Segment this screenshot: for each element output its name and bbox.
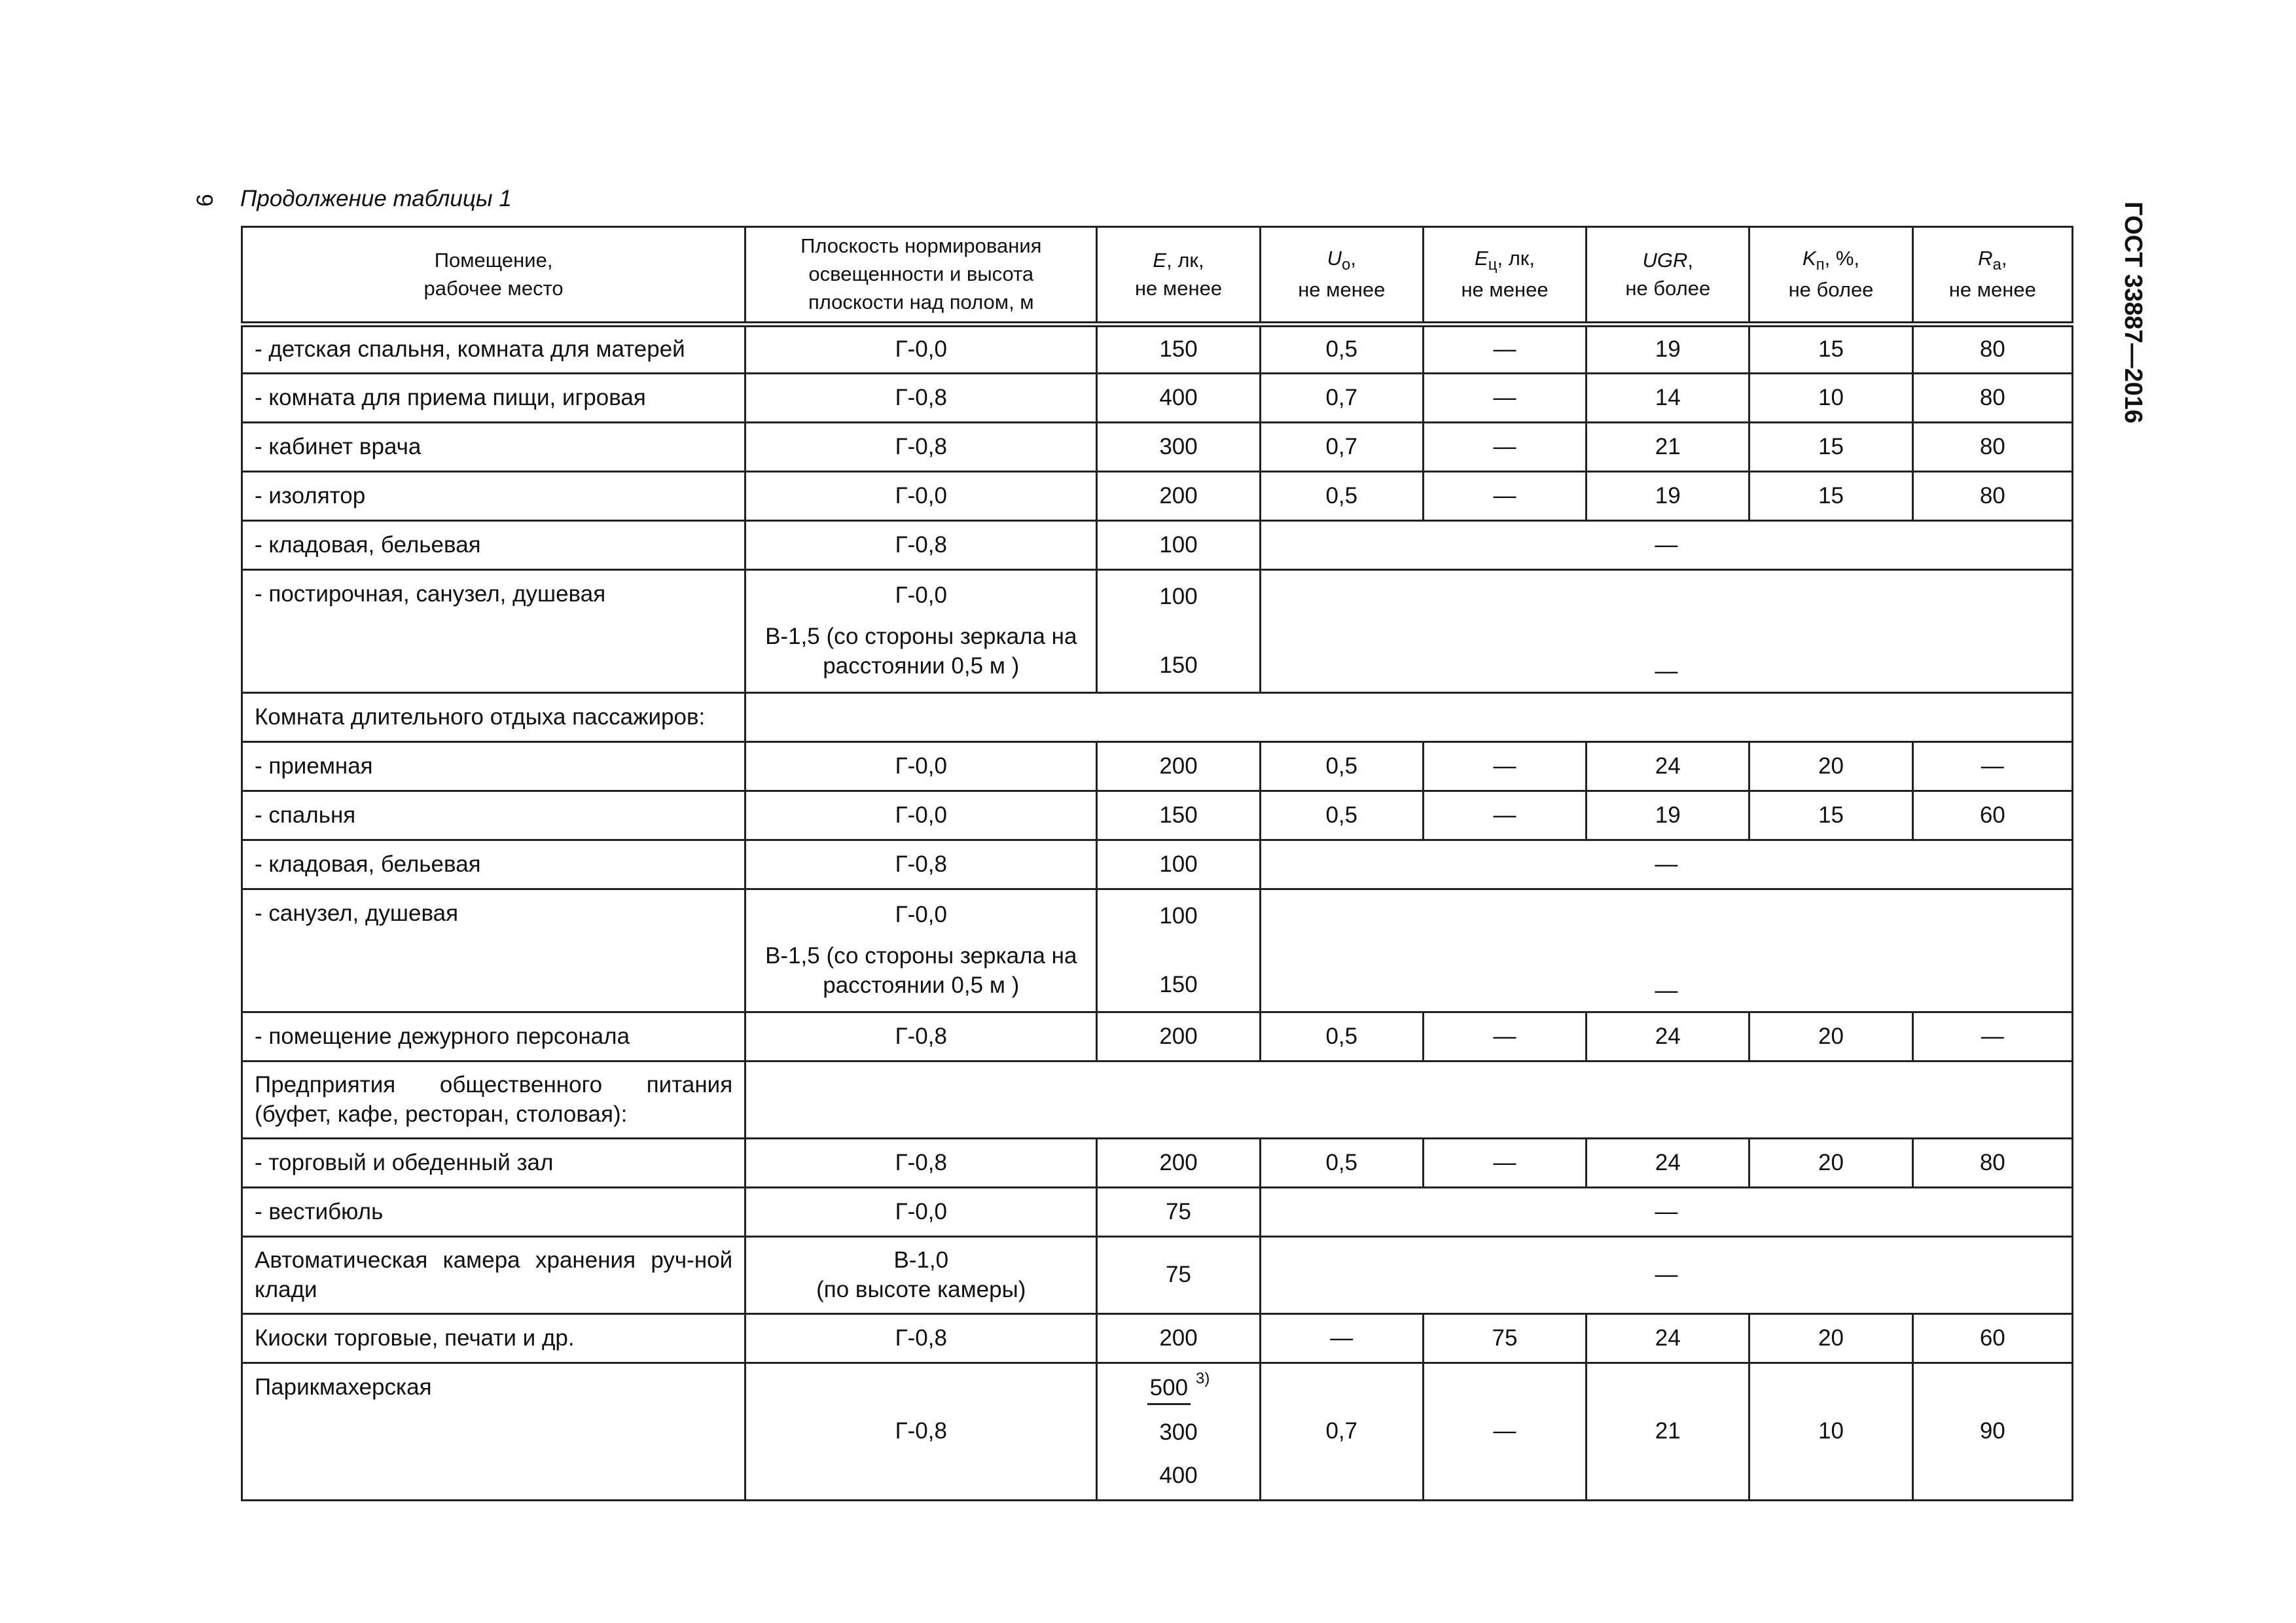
table-caption: Продолжение таблицы 1	[240, 186, 512, 211]
ripple-value: 10	[1749, 374, 1912, 423]
cyl-illuminance-value: —	[1423, 1363, 1586, 1501]
ripple-value: 20	[1749, 1314, 1912, 1363]
room-name: Автоматическая камера хранения руч-ной клади	[242, 1237, 745, 1314]
uniformity-value: 0,5	[1260, 472, 1423, 521]
table-row	[242, 1314, 2073, 1363]
plane-value: Г-0,8	[745, 521, 1097, 570]
room-name: - кладовая, бельевая	[242, 840, 745, 889]
header-room: Помещение, рабочее место	[242, 227, 745, 325]
cyl-illuminance-value: —	[1423, 1012, 1586, 1061]
header-ripple: $K_п$, %, не более	[1749, 227, 1912, 325]
cyl-illuminance-value: —	[1423, 423, 1586, 472]
plane-horizontal: Г-0,0	[895, 902, 947, 928]
illuminance-horizontal: 100	[1159, 902, 1198, 929]
uniformity-value: 0,5	[1260, 791, 1423, 840]
ugr-value: 24	[1587, 742, 1749, 791]
illuminance-value: 200	[1097, 1139, 1260, 1188]
merged-dash: —	[1260, 840, 2072, 889]
plane-note: (по высоте камеры)	[816, 1276, 1026, 1302]
ugr-value: 24	[1587, 1139, 1749, 1188]
table-row	[242, 374, 2073, 423]
ugr-value: 19	[1587, 791, 1749, 840]
footnote-ref: 3)	[1196, 1369, 1210, 1387]
room-name: - кладовая, бельевая	[242, 521, 745, 570]
header-ugr: UGR, не более	[1587, 227, 1749, 325]
plane-value: Г-0,8	[745, 1363, 1097, 1501]
ugr-value: 19	[1587, 325, 1749, 374]
table-row	[242, 1139, 2073, 1188]
room-name: - комната для приема пищи, игровая	[242, 374, 745, 423]
illuminance-value: 300	[1097, 423, 1260, 472]
plane-value: Г-0,8	[745, 423, 1097, 472]
illuminance-value: 150	[1097, 791, 1260, 840]
color-rendering-value: 80	[1912, 472, 2072, 521]
illuminance-value	[1097, 570, 1260, 693]
color-rendering-value: 80	[1912, 325, 2072, 374]
plane-value: Г-0,8	[745, 1314, 1097, 1363]
uniformity-value: 0,7	[1260, 1363, 1423, 1501]
illuminance-value: 75	[1097, 1237, 1260, 1314]
merged-dash: —	[1260, 1237, 2072, 1314]
table-row	[242, 325, 2073, 374]
color-rendering-value: 60	[1912, 1314, 2072, 1363]
illuminance-value: 200	[1097, 1314, 1260, 1363]
ripple-value: 15	[1749, 472, 1912, 521]
ugr-value: 19	[1587, 472, 1749, 521]
plane-value: Г-0,0	[745, 1188, 1097, 1237]
room-name: - помещение дежурного персонала	[242, 1012, 745, 1061]
plane-value	[745, 889, 1097, 1012]
ripple-value: 20	[1749, 1012, 1912, 1061]
merged-dash: —	[1260, 1188, 2072, 1237]
uniformity-value: 0,7	[1260, 374, 1423, 423]
empty-cell	[745, 1061, 2073, 1139]
plane-value	[745, 570, 1097, 693]
illuminance-top: 500	[1147, 1374, 1191, 1405]
plane-value	[745, 1237, 1097, 1314]
uniformity-value: —	[1260, 1314, 1423, 1363]
page-number: 9	[191, 194, 217, 207]
cyl-illuminance-value: 75	[1423, 1314, 1586, 1363]
table-row	[242, 1012, 2073, 1061]
ripple-value: 15	[1749, 791, 1912, 840]
ripple-value: 15	[1749, 325, 1912, 374]
illuminance-value	[1097, 1363, 1260, 1501]
color-rendering-value: 60	[1912, 791, 2072, 840]
ugr-value: 21	[1587, 423, 1749, 472]
color-rendering-value: 90	[1912, 1363, 2072, 1501]
plane-vertical: В-1,5 (со стороны зеркала на расстоянии 0,5 м )	[765, 943, 1077, 998]
plane-vertical: В-1,5 (со стороны зеркала на расстоянии 0,5 м )	[765, 624, 1077, 679]
illuminance-value: 100	[1097, 840, 1260, 889]
cyl-illuminance-value: —	[1423, 742, 1586, 791]
room-name: Парикмахерская	[242, 1363, 745, 1501]
illuminance-horizontal: 100	[1159, 583, 1198, 609]
cyl-illuminance-value: —	[1423, 472, 1586, 521]
lighting-norms-table	[241, 226, 2073, 1501]
illuminance-vertical: 150	[1159, 652, 1198, 678]
illuminance-fraction-top	[1147, 1369, 1210, 1405]
header-row	[242, 227, 2073, 325]
table-row	[242, 423, 2073, 472]
cyl-illuminance-value: —	[1423, 791, 1586, 840]
illuminance-bottom: 400	[1159, 1462, 1198, 1488]
ugr-value: 24	[1587, 1012, 1749, 1061]
color-rendering-value: —	[1912, 1012, 2072, 1061]
room-name: - спальня	[242, 791, 745, 840]
header-cylindrical-illuminance: $E_ц$, лк, не менее	[1423, 227, 1586, 325]
room-name: - кабинет врача	[242, 423, 745, 472]
plane-value: Г-0,8	[745, 1139, 1097, 1188]
illuminance-vertical: 150	[1159, 971, 1198, 997]
plane-value: Г-0,0	[745, 472, 1097, 521]
plane-horizontal: Г-0,0	[895, 582, 947, 609]
cyl-illuminance-value: —	[1423, 1139, 1586, 1188]
illuminance-value: 75	[1097, 1188, 1260, 1237]
ripple-value: 10	[1749, 1363, 1912, 1501]
merged-dash: —	[1260, 889, 2072, 1012]
ugr-value: 21	[1587, 1363, 1749, 1501]
document-code-text: ГОСТ 33887—2016	[2119, 202, 2147, 424]
ripple-value: 15	[1749, 423, 1912, 472]
room-name: - постирочная, санузел, душевая	[242, 570, 745, 693]
table-row	[242, 889, 2073, 1012]
uniformity-value: 0,7	[1260, 423, 1423, 472]
ripple-value: 20	[1749, 1139, 1912, 1188]
section-title: Предприятия общественного питания (буфет, кафе, ресторан, столовая):	[242, 1061, 745, 1139]
section-row	[242, 693, 2073, 742]
empty-cell	[745, 693, 2073, 742]
uniformity-value: 0,5	[1260, 325, 1423, 374]
plane-value: Г-0,8	[745, 840, 1097, 889]
color-rendering-value: 80	[1912, 423, 2072, 472]
table-row	[242, 1237, 2073, 1314]
section-row	[242, 1061, 2073, 1139]
illuminance-value: 200	[1097, 472, 1260, 521]
document-code	[2121, 202, 2147, 437]
table-row	[242, 472, 2073, 521]
plane-value: Г-0,0	[745, 742, 1097, 791]
table-row	[242, 1188, 2073, 1237]
room-name: - вестибюль	[242, 1188, 745, 1237]
header-plane: Плоскость нормирования освещенности и высота плоскости над полом, м	[745, 227, 1097, 325]
room-name: Киоски торговые, печати и др.	[242, 1314, 745, 1363]
illuminance-value: 200	[1097, 742, 1260, 791]
table-row	[242, 840, 2073, 889]
illuminance-value	[1097, 889, 1260, 1012]
cyl-illuminance-value: —	[1423, 325, 1586, 374]
plane-value: Г-0,8	[745, 374, 1097, 423]
room-name: - изолятор	[242, 472, 745, 521]
ugr-value: 24	[1587, 1314, 1749, 1363]
uniformity-value: 0,5	[1260, 1012, 1423, 1061]
header-color-rendering: $R_a$, не менее	[1912, 227, 2072, 325]
table-row	[242, 742, 2073, 791]
plane-value: Г-0,0	[745, 325, 1097, 374]
section-title: Комната длительного отдыха пассажиров:	[242, 693, 745, 742]
illuminance-middle: 300	[1159, 1419, 1198, 1446]
color-rendering-value: 80	[1912, 1139, 2072, 1188]
cyl-illuminance-value: —	[1423, 374, 1586, 423]
plane-value: Г-0,8	[745, 1012, 1097, 1061]
illuminance-value: 100	[1097, 521, 1260, 570]
color-rendering-value: —	[1912, 742, 2072, 791]
header-illuminance: E, лк, не менее	[1097, 227, 1260, 325]
merged-dash: —	[1260, 570, 2072, 693]
plane-type: В-1,0	[893, 1247, 949, 1273]
uniformity-value: 0,5	[1260, 742, 1423, 791]
room-name: - детская спальня, комната для матерей	[242, 325, 745, 374]
room-name: - приемная	[242, 742, 745, 791]
table-row	[242, 521, 2073, 570]
color-rendering-value: 80	[1912, 374, 2072, 423]
ripple-value: 20	[1749, 742, 1912, 791]
room-name: - торговый и обеденный зал	[242, 1139, 745, 1188]
illuminance-value: 400	[1097, 374, 1260, 423]
header-uniformity: $U_о$, не менее	[1260, 227, 1423, 325]
illuminance-value: 150	[1097, 325, 1260, 374]
room-name: - санузел, душевая	[242, 889, 745, 1012]
table-row	[242, 791, 2073, 840]
ugr-value: 14	[1587, 374, 1749, 423]
plane-value: Г-0,0	[745, 791, 1097, 840]
table-row	[242, 1363, 2073, 1501]
uniformity-value: 0,5	[1260, 1139, 1423, 1188]
merged-dash: —	[1260, 521, 2072, 570]
table-row	[242, 570, 2073, 693]
illuminance-value: 200	[1097, 1012, 1260, 1061]
